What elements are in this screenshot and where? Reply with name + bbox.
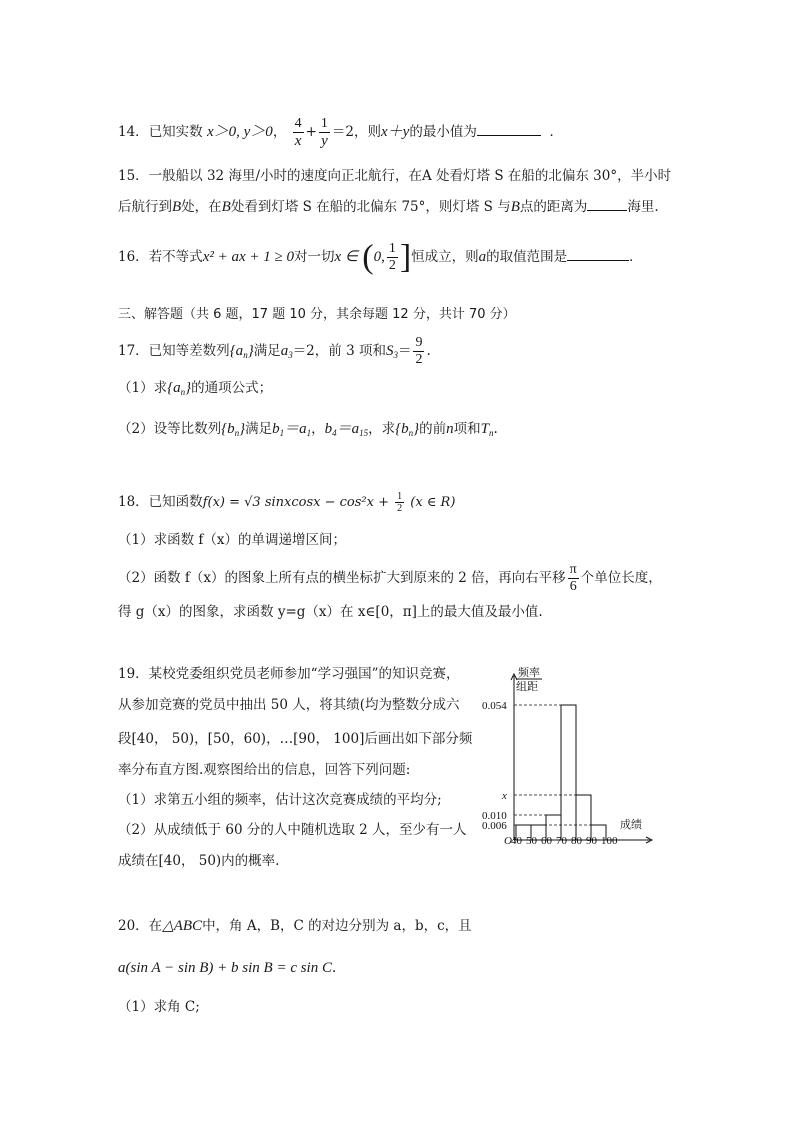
q16-fraction xyxy=(387,241,398,274)
q17-text-1: 17．已知等差数列 xyxy=(118,343,230,359)
q17-a3-eq: ＝2 xyxy=(292,343,315,359)
q19-line-7: 成绩在[40， 50)内的概率. xyxy=(118,853,280,869)
q20-text-1: 20．在 xyxy=(118,918,163,934)
q20-text-2: 中，角 A，B，C 的对边分别为 a，b，c，且 xyxy=(202,918,472,934)
q19-line-3: 段[40， 50)，[50，60)，…[90， 100]后画出如下部分频 xyxy=(118,731,473,747)
q17-b1: b xyxy=(272,421,280,437)
histogram-bar xyxy=(561,705,576,840)
q18-p2-text-a: （2）函数 f（x）的图象上所有点的横坐标扩大到原来的 2 倍，再向右平移 xyxy=(118,570,566,586)
q17-p2-bseq xyxy=(221,421,245,437)
q17-p2-bseq-2 xyxy=(395,421,419,437)
q18-fraction xyxy=(395,491,404,514)
x-tick-label: 90 xyxy=(586,835,597,847)
q14-end: ． xyxy=(549,124,563,140)
y-label-top: 频率 xyxy=(518,667,540,679)
q14-number: 14． xyxy=(118,124,149,140)
y-tick-label: 0.006 xyxy=(482,820,507,832)
q17-end: . xyxy=(426,343,431,359)
q18-text-1: 18．已知函数 xyxy=(118,494,203,510)
q17-p2-text-d: ，求 xyxy=(368,421,396,437)
q14-fraction-1 xyxy=(293,116,304,149)
x-tick-label: 50 xyxy=(526,835,537,847)
q14-equals: ＝2 xyxy=(331,124,355,140)
question-16 xyxy=(118,238,643,276)
q17-S3-sub: 3 xyxy=(393,350,398,360)
q16-zero: 0, xyxy=(373,249,385,265)
q17-S3-eq: ＝ xyxy=(397,343,412,359)
q17-Tn: T xyxy=(480,421,489,437)
q15-B-3: B xyxy=(510,199,520,215)
q15-answer-blank[interactable] xyxy=(587,196,627,211)
q16-a: a xyxy=(478,249,487,265)
q17-n: n xyxy=(446,421,454,437)
q17-p1-seq-sub: n xyxy=(180,387,186,397)
q16-f-num: 1 xyxy=(388,241,396,256)
q17-eq-a15: ＝a xyxy=(336,421,360,437)
q17-p1-text-a: （1）求 xyxy=(118,380,168,396)
q17-a3: a xyxy=(280,343,289,359)
histogram-bar xyxy=(576,795,591,840)
q17-p2-text-c: ， xyxy=(311,421,325,437)
y-tick-label: 0.054 xyxy=(482,700,507,712)
q17-p1-seq xyxy=(167,380,191,396)
q15-text-e: 海里. xyxy=(627,199,659,215)
q14-text-3: 的最小值为 xyxy=(409,124,477,140)
q15-B-1: B xyxy=(172,199,182,215)
q15-text-c: 处看到灯塔 S 在船的北偏东 75°，则灯塔 S 与 xyxy=(230,199,511,215)
q15-line-1: 15．一般船以 32 海里/小时的速度向正北航行，在A 处看灯塔 S 在船的北偏东 30°，半小时 xyxy=(118,168,672,184)
q17-bseq2-sub: n xyxy=(408,428,414,438)
y-label-bottom: 组距 xyxy=(516,681,538,693)
q17-bseq2-b: {b xyxy=(395,421,409,437)
q17-seq-a: {a xyxy=(229,343,244,359)
q20-equation: a(sin A − sin B) + b sin B = c sin C xyxy=(118,960,332,976)
q17-bseq-sub: n xyxy=(234,428,240,438)
q16-text-2: 对一切 xyxy=(293,249,335,265)
q17-text-3: ，前 3 项和 xyxy=(314,343,386,359)
q15-text-a: 后航行到 xyxy=(118,199,172,215)
q18-pi-num: π xyxy=(569,562,577,577)
y-tick-label: 0.010 xyxy=(482,810,507,822)
q17-f-den: 2 xyxy=(415,352,423,367)
q18-part-2 xyxy=(118,562,662,595)
q17-S3: S xyxy=(385,343,394,359)
q14-comma: ， xyxy=(272,124,287,140)
question-14 xyxy=(118,116,563,149)
q17-Tn-sub: n xyxy=(488,428,494,438)
question-17 xyxy=(118,335,431,368)
q17-a1-sub: 1 xyxy=(306,428,312,438)
q17-p2-text-b: 满足 xyxy=(245,421,273,437)
q17-a3-sub: 3 xyxy=(288,350,293,360)
q14-text-2: ，则 xyxy=(354,124,382,140)
q18-domain: (x ∈ R) xyxy=(406,495,456,510)
question-20 xyxy=(118,916,472,936)
q15-B-2: B xyxy=(221,199,231,215)
q17-b1-sub: 1 xyxy=(279,428,285,438)
x-tick-label: 100 xyxy=(601,835,618,847)
q14-expression: x＋y xyxy=(381,124,410,140)
question-15-line-1 xyxy=(118,166,671,186)
q17-b4-sub: 4 xyxy=(332,428,337,438)
q16-text-3: 恒成立，则 xyxy=(411,249,479,265)
q19-line-5: （1）求第五小组的频率，估计这次竞赛成绩的平均分; xyxy=(118,792,442,808)
q16-number: 16． xyxy=(118,249,149,265)
q15-text-d: 点的距离为 xyxy=(519,199,588,215)
q17-p2-text-f: 项和 xyxy=(453,421,481,437)
q17-text-2: 满足 xyxy=(253,343,281,359)
q17-fraction xyxy=(413,335,424,368)
q17-a15-sub: 15 xyxy=(359,428,369,438)
x-tick-label: 40 xyxy=(511,835,522,847)
q19-line-2: 从参加竞赛的党员中抽出 50 人，将其绩(均为整数分成六 xyxy=(118,697,460,713)
origin-label: O xyxy=(504,835,512,847)
q17-bseq-b: {b xyxy=(221,421,235,437)
q14-condition: x＞0, y＞0 xyxy=(206,124,273,140)
frequency-histogram xyxy=(478,664,658,854)
q14-plus: + xyxy=(305,124,317,140)
y-tick-label: x xyxy=(502,790,507,802)
x-tick-label: 70 xyxy=(556,835,567,847)
x-tick-label: 60 xyxy=(541,835,552,847)
q16-x-in: x ∈ xyxy=(334,249,358,265)
q18-part-1: （1）求函数 f（x）的单调递增区间； xyxy=(118,532,346,548)
q19-line-1: 19．某校党委组织党员老师参加“学习强国”的知识竞赛， xyxy=(118,666,460,682)
q16-answer-blank[interactable] xyxy=(567,246,629,261)
q14-f1-num: 4 xyxy=(294,116,302,131)
q16-left-bracket: ( xyxy=(362,238,374,276)
q16-end: ． xyxy=(629,249,643,265)
q16-text-4: 的取值范围是 xyxy=(486,249,568,265)
q18-part-2-cont: 得 g（x）的图象，求函数 y=g（x）在 x∈[0，π]上的最大值及最小值. xyxy=(118,604,543,620)
q17-f-num: 9 xyxy=(415,335,423,350)
q18-function: f(x) = √3 sinxcosx − cos²x + xyxy=(202,495,394,510)
q17-seq-close: } xyxy=(247,343,254,359)
q19-line-6: （2）从成绩低于 60 分的人中随机选取 2 人，至少有一人 xyxy=(118,822,467,838)
q17-p2-text-e: 的前 xyxy=(419,421,447,437)
q14-fraction-2 xyxy=(319,116,330,149)
q17-eq-a1: ＝a xyxy=(284,421,307,437)
q17-seq xyxy=(230,343,254,359)
q18-pi-den: 6 xyxy=(569,579,577,594)
q20-equation-line xyxy=(118,958,336,978)
x-tick-label: 80 xyxy=(571,835,582,847)
q18-p2-text-b: 个单位长度， xyxy=(580,570,662,586)
q15-text-b: 处，在 xyxy=(181,199,222,215)
q16-text-1: 若不等式 xyxy=(148,249,203,265)
section-3-heading: 三、解答题（共 6 题，17 题 10 分，其余每题 12 分，共计 70 分） xyxy=(118,307,516,322)
question-15-line-2 xyxy=(118,196,659,217)
q17-part-2 xyxy=(118,419,498,443)
q17-b4: b xyxy=(324,421,333,437)
question-18 xyxy=(118,491,455,514)
q20-end: . xyxy=(331,960,337,976)
q19-line-4: 率分布直方图.观察图给出的信息，回答下列问题: xyxy=(118,762,411,778)
q14-f2-den: y xyxy=(321,133,328,149)
q18-f-num: 1 xyxy=(397,491,403,502)
q18-f-den: 2 xyxy=(397,503,403,514)
q17-bseq2-close: } xyxy=(413,421,420,437)
x-axis-label: 成绩 xyxy=(620,819,642,831)
q17-p1-seq-a: {a xyxy=(167,380,181,396)
q14-text-1: 已知实数 xyxy=(148,124,203,140)
q17-p1-text-b: 的通项公式； xyxy=(191,380,273,396)
q14-answer-blank[interactable] xyxy=(477,121,541,136)
q20-triangle: △ABC xyxy=(162,918,203,934)
q17-seq-sub: n xyxy=(243,350,248,360)
q14-f1-den: x xyxy=(294,133,302,149)
q17-part-1 xyxy=(118,378,272,402)
q17-bseq-close: } xyxy=(239,421,246,437)
q14-f2-num: 1 xyxy=(320,116,328,131)
q18-pi-fraction xyxy=(568,562,579,595)
q20-part-1: （1）求角 C; xyxy=(118,999,200,1015)
q16-inequality: x² + ax + 1 ≥ 0 xyxy=(202,249,294,265)
q17-p1-seq-close: } xyxy=(185,380,192,396)
q17-p2-text-a: （2）设等比数列 xyxy=(118,421,222,437)
q16-f-den: 2 xyxy=(388,258,396,273)
q17-p2-end: . xyxy=(493,421,498,437)
q16-right-bracket: ] xyxy=(399,238,412,276)
